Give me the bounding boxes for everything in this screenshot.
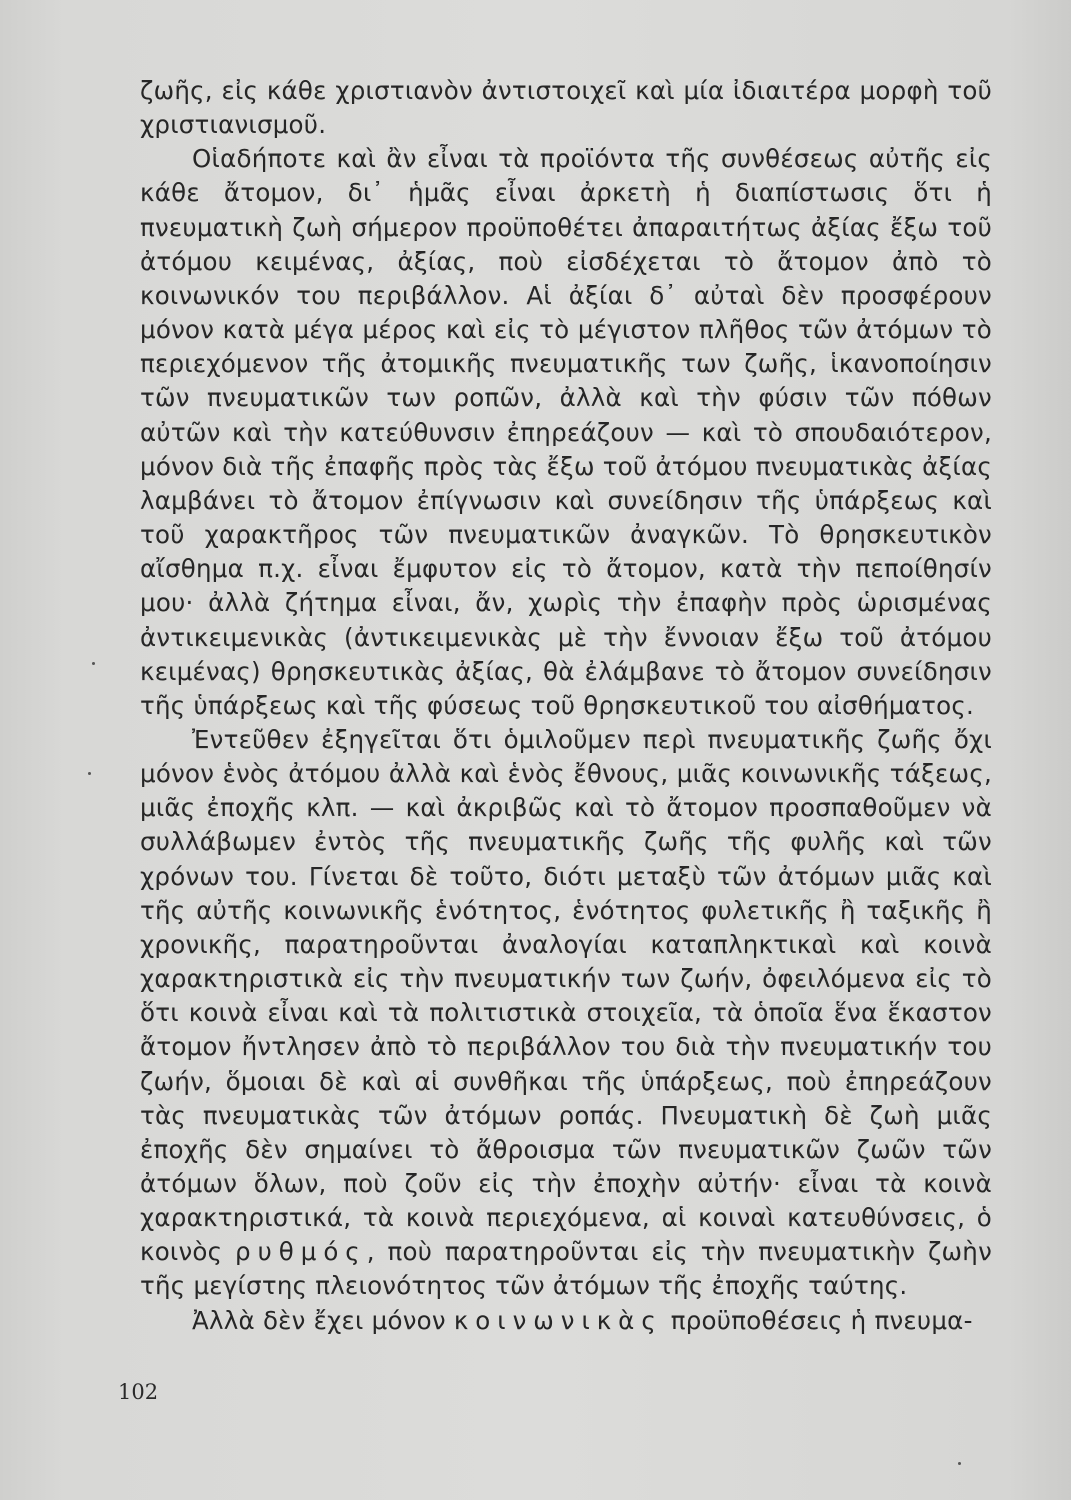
paragraph-3-text-b: , ποὺ παρατηροῦνται εἰς τὴν πνευματικὴν ζωὴν τῆς μεγίστης πλειονότητος τῶν ἀτόμων τῆς ἐποχῆς ταύτης. (140, 1237, 993, 1301)
paper-speck (958, 1462, 961, 1465)
paragraph-4 (140, 1304, 992, 1338)
paper-speck (92, 662, 95, 665)
page-number: 102 (118, 1380, 159, 1404)
paragraph-3 (140, 723, 992, 1304)
paragraph-4-text-b: προϋποθέσεις ἡ πνευμα- (662, 1305, 973, 1335)
paragraph-4-spaced-word: κοινωνικὰς (453, 1305, 663, 1335)
paper-speck (88, 772, 91, 775)
paragraph-1 (140, 74, 992, 142)
paragraph-3-text-a: Ἐντεῦθεν ἐξηγεῖται ὅτι ὁμιλοῦμεν περὶ πνευματικῆς ζωῆς ὄχι μόνον ἑνὸς ἀτόμου ἀλλὰ καὶ ἑνὸς ἔθνους, μιᾶς κοινωνικῆς τάξεως, μιᾶς ἐποχῆς κλπ. — καὶ ἀκριβῶς καὶ τὸ ἄτομον προσπαθοῦμεν νὰ συλλάβωμεν ἐντὸς τῆς πνευματικῆς ζωῆς τῆς φυλῆς καὶ τῶν χρόνων του. Γίνεται δὲ τοῦτο, διότι μεταξὺ τῶν ἀτόμων μιᾶς καὶ τῆς αὐτῆς κοινωνικῆς ἑνότητος, ἑνότητος φυλετικῆς ἢ ταξικῆς ἢ χρονικῆς, παρατηροῦνται ἀναλογίαι καταπληκτικαὶ καὶ κοινὰ χαρακτηριστικὰ εἰς τὴν πνευματικήν των ζωήν, ὀφειλόμενα εἰς τὸ ὅτι κοινὰ εἶναι καὶ τὰ πολιτιστικὰ στοιχεῖα, τὰ ὁποῖα ἕνα ἕκαστον ἄτομον ἤντλησεν ἀπὸ τὸ περιβάλλον του διὰ τὴν πνευματικήν του ζωήν, ὅμοιαι δὲ καὶ αἱ συνθῆκαι τῆς ὑπάρξεως, ποὺ ἐπηρεάζουν τὰς πνευματικὰς τῶν ἀτόμων ροπάς. Πνευματικὴ δὲ ζωὴ μιᾶς ἐποχῆς δὲν σημαίνει τὸ ἄθροισμα τῶν πνευματικῶν ζωῶν τῶν ἀτόμων ὅλων, ποὺ ζοῦν εἰς τὴν ἐποχὴν αὐτήν· εἶναι τὰ κοινὰ χαρακτηριστικά, τὰ κοινὰ περιεχόμενα, αἱ κοιναὶ κατευθύνσεις, ὁ κοινὸς (140, 724, 992, 1267)
paragraph-1-text: ζωῆς, εἰς κάθε χριστιανὸν ἀντιστοιχεῖ καὶ μία ἰδιαιτέρα μορφὴ τοῦ χριστιανισμοῦ. (140, 76, 992, 140)
paragraph-3-spaced-word: ρυθμός (235, 1237, 367, 1267)
paragraph-2-text: Οἱαδήποτε καὶ ἂν εἶναι τὰ προϊόντα τῆς συνθέσεως αὐτῆς εἰς κάθε ἄτομον, δι᾽ ἡμᾶς εἶναι ἀρκετὴ ἡ διαπίστωσις ὅτι ἡ πνευματικὴ ζωὴ σήμερον προϋποθέτει ἀπαραιτήτως ἀξίας ἔξω τοῦ ἀτόμου κειμένας, ἀξίας, ποὺ εἰσδέχεται τὸ ἄτομον ἀπὸ τὸ κοινωνικόν του περιβάλλον. Αἱ ἀξίαι δ᾽ αὐταὶ δὲν προσφέρουν μόνον κατὰ μέγα μέρος καὶ εἰς τὸ μέγιστον πλῆθος τῶν ἀτόμων τὸ περιεχόμενον τῆς ἀτομικῆς πνευματικῆς των ζωῆς, ἱκανοποίησιν τῶν πνευματικῶν των ροπῶν, ἀλλὰ καὶ τὴν φύσιν τῶν πόθων αὐτῶν καὶ τὴν κατεύθυνσιν ἐπηρεάζουν — καὶ τὸ σπουδαιότερον, μόνον διὰ τῆς ἐπαφῆς πρὸς τὰς ἔξω τοῦ ἀτόμου πνευματικὰς ἀξίας λαμβάνει τὸ ἄτομον ἐπίγνωσιν καὶ συνείδησιν τῆς ὑπάρξεως καὶ τοῦ χαρακτῆρος τῶν πνευματικῶν ἀναγκῶν. Τὸ θρησκευτικὸν αἴσθημα π.χ. εἶναι ἔμφυτον εἰς τὸ ἄτομον, κατὰ τὴν πεποίθησίν μου· ἀλλὰ ζήτημα εἶναι, ἄν, χωρὶς τὴν ἐπαφὴν πρὸς ὡρισμένας ἀντικειμενικὰς (ἀντικειμενικὰς μὲ τὴν ἔννοιαν ἔξω τοῦ ἀτόμου κειμένας) θρησκευτικὰς ἀξίας, θὰ ἐλάμβανε τὸ ἄτομον συνείδησιν τῆς ὑπάρξεως καὶ τῆς φύσεως τοῦ θρησκευτικοῦ του αἰσθήματος. (140, 144, 992, 720)
body-text (140, 74, 992, 1338)
paragraph-2 (140, 142, 992, 723)
paragraph-4-text-a: Ἀλλὰ δὲν ἔχει μόνον (192, 1305, 454, 1335)
